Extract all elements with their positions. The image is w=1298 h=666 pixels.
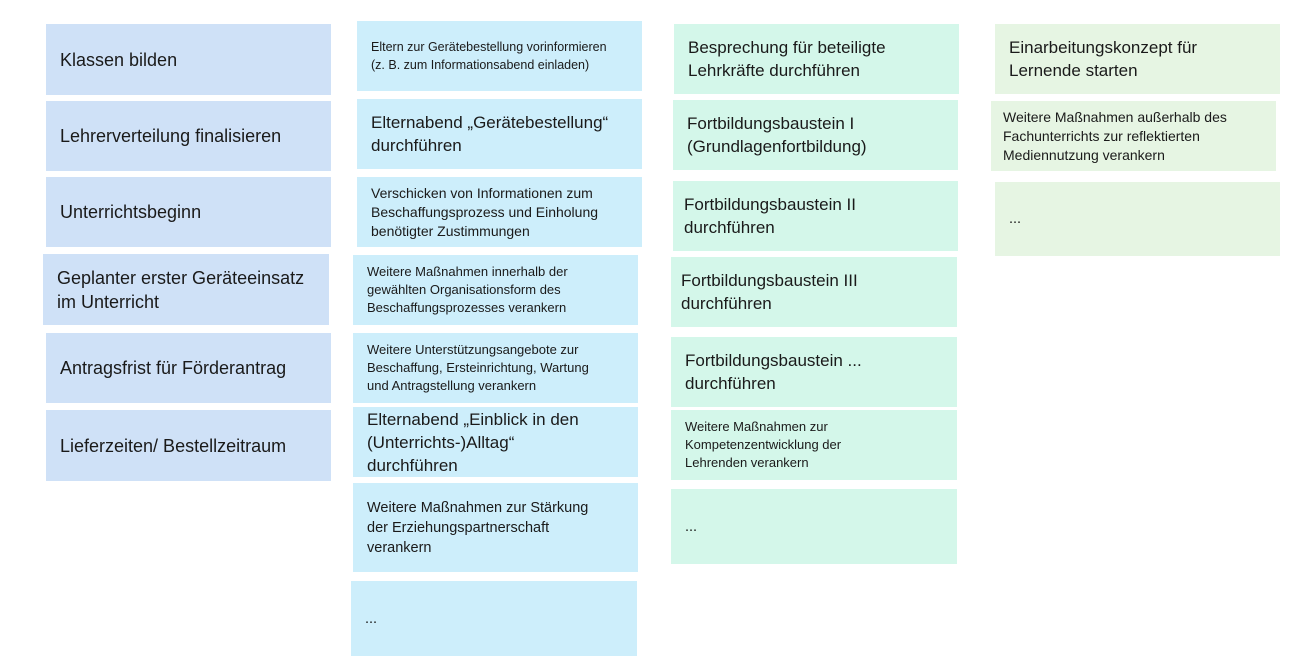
card-fortbildung-3 (671, 257, 957, 327)
card-geraeteeinsatz (43, 254, 329, 325)
card-label: Fortbildungsbaustein ... durchführen (685, 351, 862, 393)
card-label: Elternabend „Einblick in den (Unterrichts-)Alltag“ durchführen (367, 409, 579, 475)
card-label: Fortbildungsbaustein I (Grundlagenfortbildung) (687, 114, 867, 156)
card-label: Verschicken von Informationen zum Beschaffungsprozess und Einholung benötigter Zustimmungen (371, 184, 599, 239)
card-lehrerverteilung (46, 101, 331, 171)
card-label: Unterrichtsbeginn (60, 202, 202, 222)
card-besprechung (674, 24, 959, 94)
card-label: Weitere Maßnahmen zur Kompetenzentwicklung der Lehrenden verankern (685, 419, 842, 470)
card-ellipsis (351, 581, 637, 656)
card-label: Weitere Unterstützungsangebote zur Beschaffung, Ersteinrichtung, Wartung und Antragstellung verankern (367, 342, 589, 393)
card-label: Geplanter erster Geräteeinsatz im Unterricht (57, 267, 305, 312)
card-eltern-vorinformieren (357, 21, 642, 91)
card-label: ... (685, 518, 698, 535)
card-label: Lehrerverteilung finalisieren (60, 126, 282, 146)
card-label: Einarbeitungskonzept für Lernende starten (1009, 38, 1198, 80)
card-mediennutzung (991, 101, 1276, 171)
card-antragsfrist (46, 333, 331, 403)
card-klassen-bilden (46, 24, 331, 95)
card-organisationsform (353, 255, 638, 325)
card-lieferzeiten (46, 410, 331, 481)
card-einarbeitungskonzept (995, 24, 1280, 94)
card-label: ... (365, 610, 378, 627)
card-elternabend-geraetebestellung (357, 99, 642, 169)
card-fortbildung-2 (673, 181, 958, 251)
card-elternabend-einblick (353, 407, 638, 477)
card-label: Elternabend „Gerätebestellung“ durchführen (371, 113, 609, 155)
card-label: Besprechung für beteiligte Lehrkräfte durchführen (688, 38, 886, 80)
card-label: Weitere Maßnahmen zur Stärkung der Erziehungspartnerschaft verankern (367, 499, 589, 556)
card-label: Fortbildungsbaustein III durchführen (681, 271, 858, 313)
card-kompetenzentwicklung (671, 410, 957, 480)
card-label: ... (1009, 211, 1022, 227)
card-erziehungspartnerschaft (353, 483, 638, 572)
card-unterrichtsbeginn (46, 177, 331, 247)
card-label: Weitere Maßnahmen innerhalb der gewählten Organisationsform des Beschaffungsprozesses verankern (367, 264, 568, 315)
card-label: Eltern zur Gerätebestellung vorinformieren (z. B. zum Informationsabend einladen) (371, 40, 607, 72)
card-informationen-verschicken (357, 177, 642, 247)
card-fortbildung-1 (673, 100, 958, 170)
card-label: Fortbildungsbaustein II durchführen (684, 195, 856, 237)
card-label: Lieferzeiten/ Bestellzeitraum (60, 435, 287, 456)
card-fortbildung-weitere (671, 337, 957, 407)
card-ellipsis (995, 182, 1280, 256)
card-label: Antragsfrist für Förderantrag (60, 358, 287, 378)
card-ellipsis (671, 489, 957, 564)
card-label: Klassen bilden (60, 49, 178, 70)
card-label: Weitere Maßnahmen außerhalb des Fachunterrichts zur reflektierten Mediennutzung verankern (1003, 108, 1227, 163)
card-unterstuetzungsangebote (353, 333, 638, 403)
